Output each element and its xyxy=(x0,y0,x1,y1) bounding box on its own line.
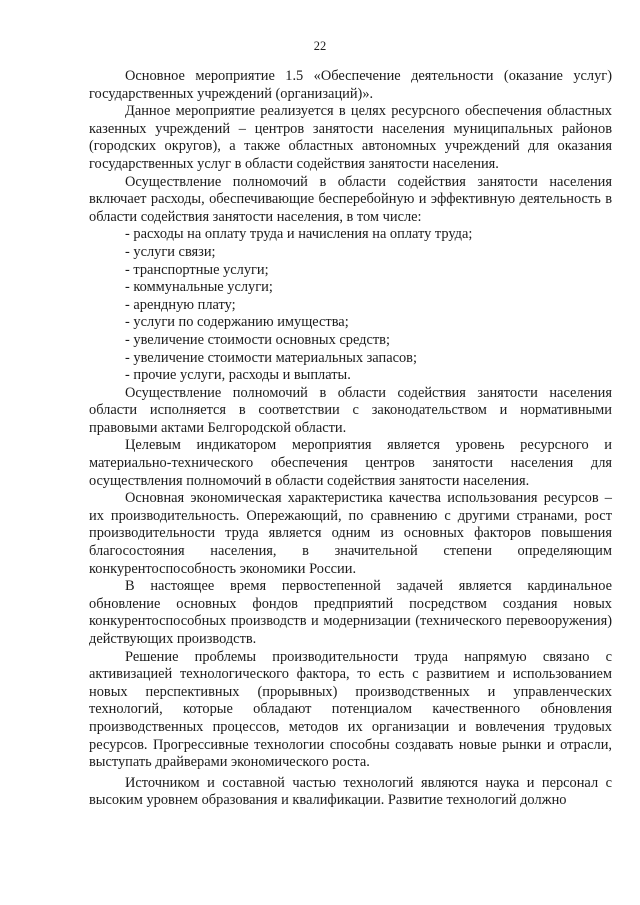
list-item: - увеличение стоимости основных средств; xyxy=(125,331,390,348)
list-item: - прочие услуги, расходы и выплаты. xyxy=(125,367,351,384)
list-item: - услуги связи; xyxy=(125,243,216,260)
paragraph-science-personnel: Источником и составной частью технологий являются наука и персонал с высоким уровнем образования и квалификации. Развитие технологий должно xyxy=(89,774,612,809)
paragraph-activity-title: Основное мероприятие 1.5 «Обеспечение деятельности (оказание услуг) государственных учреждений (организаций)». xyxy=(89,68,612,102)
document-body xyxy=(89,68,612,810)
paragraph-legal-basis: Осуществление полномочий в области содействия занятости населения области исполняется в соответствии с законодательством и нормативными правовыми актами Белгородской области. xyxy=(89,384,612,436)
list-item: - арендную плату; xyxy=(125,296,236,313)
page-number: 22 xyxy=(313,39,327,53)
paragraph-productivity: Основная экономическая характеристика качества использования ресурсов – их производительность. Опережающий, по сравнению с другими странами, рост производительности труда является одним из основных факторов повышения благосостояния населения, в значительной степени определяющим конкурентоспособность экономики России. xyxy=(89,490,612,577)
expense-list xyxy=(89,226,612,384)
list-item: - коммунальные услуги; xyxy=(125,279,273,296)
paragraph-activity-purpose: Данное мероприятие реализуется в целях ресурсного обеспечения областных казенных учреждений – центров занятости населения муниципальных районов (городских округов), а также областных автономных учреждений для оказания государственных услуг в области содействия занятости населения. xyxy=(89,103,612,172)
list-item: - транспортные услуги; xyxy=(125,261,269,278)
paragraph-expenses-intro: Осуществление полномочий в области содействия занятости населения включает расходы, обеспечивающие бесперебойную и эффективную деятельность в области содействия занятости населения, в том числе: xyxy=(89,173,612,225)
list-item: - увеличение стоимости материальных запасов; xyxy=(125,349,417,366)
paragraph-technology-factor: Решение проблемы производительности труда напрямую связано с активизацией технологического фактора, то есть с развитием и использованием новых перспективных (прорывных) производственных и управленческих технологий, которые обладают потенциалом качественного обновления производственных процессов, методов их организации и вовлечения трудовых ресурсов. Прогрессивные технологии способны создавать новые рынки и отрасли, выступать драйверами экономического роста. xyxy=(89,648,612,771)
list-item: - услуги по содержанию имущества; xyxy=(125,314,349,331)
paragraph-target-indicator: Целевым индикатором мероприятия является уровень ресурсного и материально-технического обеспечения центров занятости населения для осуществления полномочий в области содействия занятости населения. xyxy=(89,437,612,489)
paragraph-fixed-assets: В настоящее время первостепенной задачей является кардинальное обновление основных фондов предприятий посредством создания новых конкурентоспособных производств и модернизации (технического перевооружения) действующих производств. xyxy=(89,578,612,647)
list-item: - расходы на оплату труда и начисления на оплату труда; xyxy=(125,226,473,243)
